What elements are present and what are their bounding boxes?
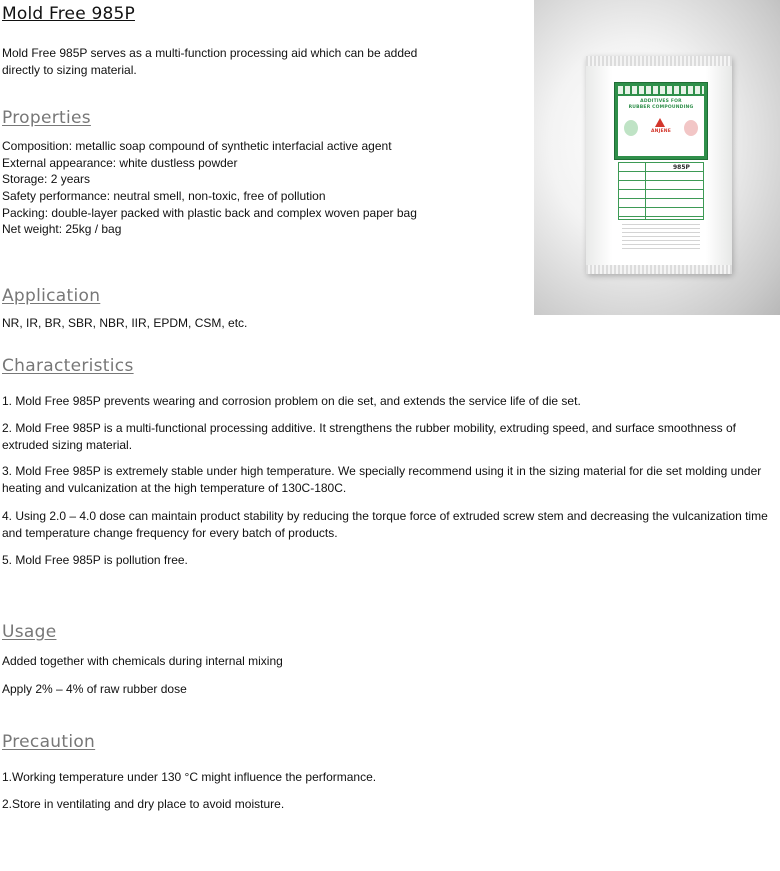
flower-logo-icon bbox=[684, 120, 698, 136]
characteristic-item: 5. Mold Free 985P is pollution free. bbox=[2, 553, 188, 567]
usage-heading: Usage bbox=[2, 622, 57, 642]
property-item: Storage: 2 years bbox=[2, 172, 91, 186]
precaution-item: 2.Store in ventilating and dry place to avoid moisture. bbox=[2, 797, 285, 811]
characteristic-item: 2. Mold Free 985P is a multi-functional processing additive. It strengthens the rubber mobility, extruding speed, and surface smoothness of extruded sizing material. bbox=[2, 421, 736, 452]
product-code: 985P bbox=[673, 164, 690, 171]
intro-line: directly to sizing material. bbox=[2, 63, 137, 77]
property-item: Safety performance: neutral smell, non-toxic, free of pollution bbox=[2, 189, 326, 203]
property-item: Net weight: 25kg / bag bbox=[2, 222, 122, 236]
characteristic-item: 4. Using 2.0 – 4.0 dose can maintain product stability by reducing the torque force of extruded screw stem and decreasing the vulcanization time and temperature change frequency for every batch of products. bbox=[2, 509, 768, 540]
property-item: Composition: metallic soap compound of synthetic interfacial active agent bbox=[2, 139, 392, 153]
bag-fine-print bbox=[622, 224, 700, 250]
usage-item: Apply 2% – 4% of raw rubber dose bbox=[2, 682, 187, 696]
characteristic-item: 1. Mold Free 985P prevents wearing and corrosion problem on die set, and extends the service life of die set. bbox=[2, 394, 581, 408]
intro-line: Mold Free 985P serves as a multi-function processing aid which can be added bbox=[2, 46, 418, 60]
property-item: Packing: double-layer packed with plastic back and complex woven paper bag bbox=[2, 206, 417, 220]
bag-info-table bbox=[618, 162, 704, 220]
product-bag bbox=[586, 56, 732, 274]
product-image bbox=[534, 0, 780, 315]
bag-label-line: RUBBER COMPOUNDING bbox=[628, 105, 694, 110]
property-item: External appearance: white dustless powder bbox=[2, 156, 238, 170]
precaution-heading: Precaution bbox=[2, 732, 96, 752]
bag-label-line: ADDITIVES FOR bbox=[640, 99, 682, 104]
triangle-logo-icon bbox=[655, 118, 665, 127]
page-title: Mold Free 985P bbox=[2, 4, 135, 24]
brand-name: ANJENE bbox=[650, 129, 672, 134]
precaution-item: 1.Working temperature under 130 °C might influence the performance. bbox=[2, 770, 377, 784]
properties-heading: Properties bbox=[2, 108, 91, 128]
application-text: NR, IR, BR, SBR, NBR, IIR, EPDM, CSM, etc. bbox=[2, 316, 248, 330]
characteristic-item: 3. Mold Free 985P is extremely stable under high temperature. We specially recommend using it in the sizing material for die set molding under heating and vulcanization at the high temperature of 130C-180C. bbox=[2, 464, 762, 495]
application-heading: Application bbox=[2, 286, 101, 306]
usage-item: Added together with chemicals during internal mixing bbox=[2, 654, 283, 668]
bag-label bbox=[614, 82, 708, 160]
characteristics-heading: Characteristics bbox=[2, 356, 134, 376]
